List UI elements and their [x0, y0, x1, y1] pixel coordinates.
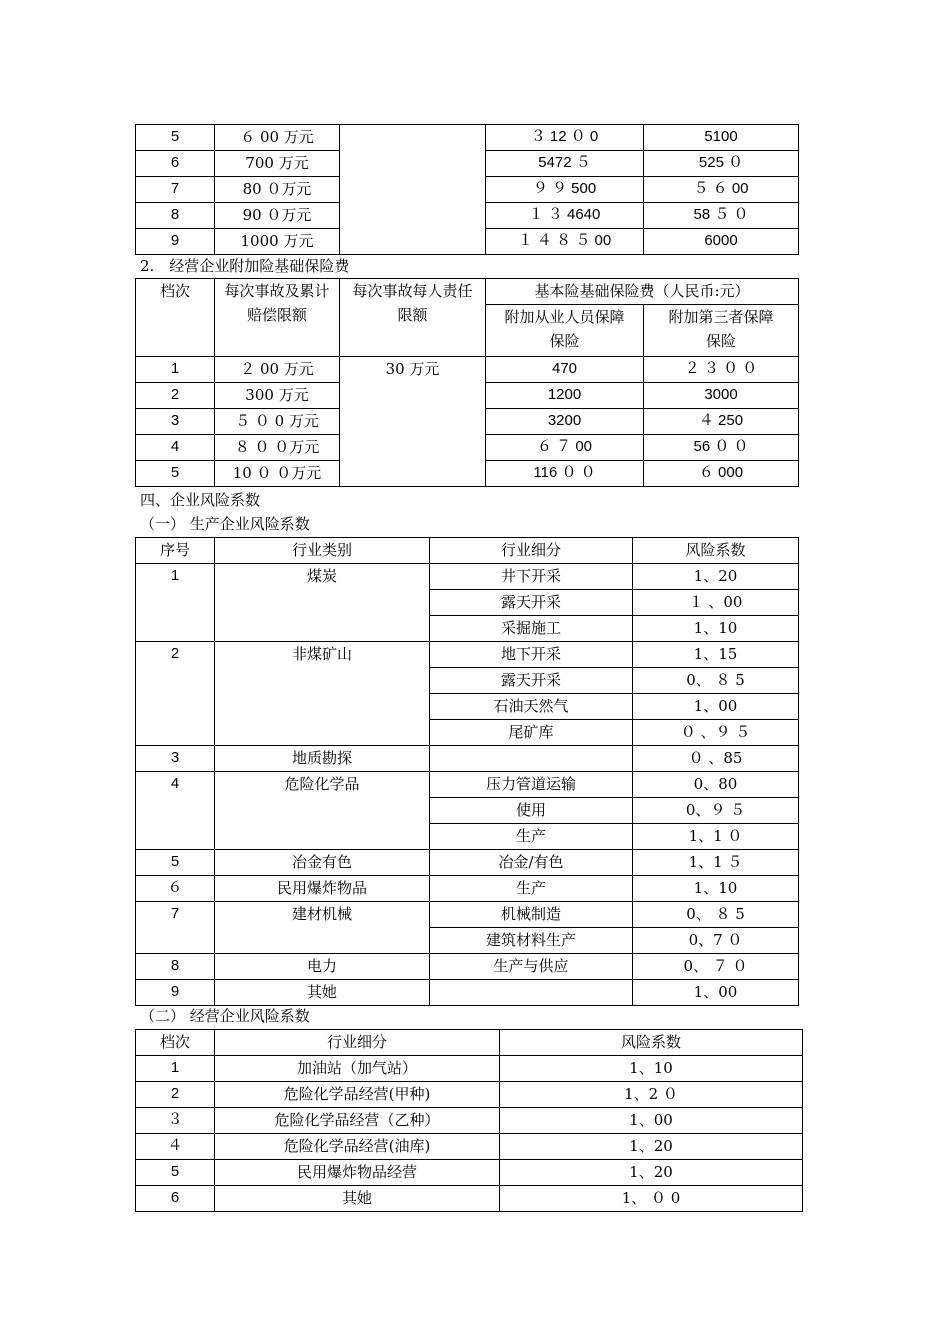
header-no: 序号 — [136, 538, 215, 564]
limit-cell: ６ 00 万元 — [215, 125, 340, 151]
detail-cell: 危险化学品经营(油库) — [215, 1134, 500, 1160]
tier-cell: 1 — [136, 357, 215, 383]
table-row — [136, 954, 799, 980]
table-row — [136, 876, 799, 902]
coef-cell: ０ 、９ ５ — [633, 720, 799, 746]
tier-cell: 6 — [136, 151, 215, 177]
detail-cell: 生产 — [430, 824, 633, 850]
category-cell: 其她 — [215, 980, 430, 1006]
subsection-2-title: （二） 经营企业风险系数 — [140, 1007, 310, 1025]
table-row — [136, 1186, 803, 1212]
coef-cell: 1、 ０ 0 — [500, 1186, 803, 1212]
no-cell: ６ — [136, 876, 215, 902]
table-row — [136, 125, 799, 151]
detail-cell: 建筑材料生产 — [430, 928, 633, 954]
premium-cell: ９ ９ 500 — [486, 177, 644, 203]
limit-cell: ２ 00 万元 — [215, 357, 340, 383]
detail-cell: 冶金/有色 — [430, 850, 633, 876]
limit-cell: ８ ０ ０万元 — [215, 435, 340, 461]
tier-cell: 5 — [136, 461, 215, 487]
category-cell: 电力 — [215, 954, 430, 980]
detail-cell — [430, 746, 633, 772]
header-col-b: 附加第三者保障保险 — [644, 305, 799, 357]
header-limit: 每次事故及累计赔偿限额 — [215, 279, 340, 357]
header-per-person: 每次事故每人责任限额 — [340, 279, 486, 357]
col-b-cell: 3000 — [644, 383, 799, 409]
premium-cell: １ ４ ８ ５ 00 — [486, 229, 644, 255]
detail-cell: 机械制造 — [430, 902, 633, 928]
coef-cell: 0、7 ０ — [633, 928, 799, 954]
no-cell: 3 — [136, 746, 215, 772]
detail-cell: 采掘施工 — [430, 616, 633, 642]
section-2-title: 2. 经营企业附加险基础保险费 — [140, 257, 350, 275]
coef-cell: 1、00 — [500, 1108, 803, 1134]
coef-cell: 0、80 — [633, 772, 799, 798]
col-b-cell: ２ ３ ０ ０ — [644, 357, 799, 383]
coef-cell: 1、00 — [633, 980, 799, 1006]
category-cell: 冶金有色 — [215, 850, 430, 876]
premium-cell: 58 ５ ０ — [644, 203, 799, 229]
detail-cell — [430, 980, 633, 1006]
tier-cell: ４ — [136, 1134, 215, 1160]
coef-cell: 0、 ８ 5 — [633, 902, 799, 928]
premium-cell: ５ ６ 00 — [644, 177, 799, 203]
per-person-cell: 30 万元 — [340, 357, 486, 487]
coef-cell: 1、10 — [500, 1056, 803, 1082]
col-a-cell: 3200 — [486, 409, 644, 435]
detail-cell: 加油站（加气站） — [215, 1056, 500, 1082]
limit-cell: 90 ０万元 — [215, 203, 340, 229]
category-cell: 煤炭 — [215, 564, 430, 642]
category-cell: 非煤矿山 — [215, 642, 430, 746]
detail-cell: 危险化学品经营（乙种） — [215, 1108, 500, 1134]
tier-cell: 1 — [136, 1056, 215, 1082]
limit-cell: 700 万元 — [215, 151, 340, 177]
tier-cell: 9 — [136, 229, 215, 255]
tier-cell: 6 — [136, 1186, 215, 1212]
category-cell: 民用爆炸物品 — [215, 876, 430, 902]
coef-cell: 1、20 — [500, 1160, 803, 1186]
per-person-cell — [340, 125, 486, 255]
header-detail: 行业细分 — [430, 538, 633, 564]
category-cell: 危险化学品 — [215, 772, 430, 850]
tier-cell: 7 — [136, 177, 215, 203]
premium-cell: 525 ０ — [644, 151, 799, 177]
tier-cell: 2 — [136, 383, 215, 409]
basic-premium-table-continued — [135, 124, 799, 255]
subsection-1-title: （一） 生产企业风险系数 — [140, 515, 310, 533]
coef-cell: 1、1 ５ — [633, 850, 799, 876]
detail-cell: 露天开采 — [430, 668, 633, 694]
detail-cell: 露天开采 — [430, 590, 633, 616]
coef-cell: 0、９ ５ — [633, 798, 799, 824]
premium-cell: 5472 ５ — [486, 151, 644, 177]
production-risk-table — [135, 537, 799, 1006]
detail-cell: 使用 — [430, 798, 633, 824]
table-row — [136, 850, 799, 876]
coef-cell: １ 、00 — [633, 590, 799, 616]
no-cell: 2 — [136, 642, 215, 746]
header-tier: 档次 — [136, 1030, 215, 1056]
tier-cell: 8 — [136, 203, 215, 229]
coef-cell: 1、15 — [633, 642, 799, 668]
table-row — [136, 746, 799, 772]
no-cell: 7 — [136, 902, 215, 954]
detail-cell: 生产与供应 — [430, 954, 633, 980]
coef-cell: 0、 ７ ０ — [633, 954, 799, 980]
col-a-cell: ６ ７ 00 — [486, 435, 644, 461]
header-premium: 基本险基础保险费（人民币:元） — [486, 279, 799, 305]
detail-cell: 危险化学品经营(甲种) — [215, 1082, 500, 1108]
no-cell: 8 — [136, 954, 215, 980]
limit-cell: 10 ０ ０万元 — [215, 461, 340, 487]
table-row — [136, 1108, 803, 1134]
coef-cell: 1、00 — [633, 694, 799, 720]
table-row — [136, 357, 799, 383]
limit-cell: ５ ０ 0 万元 — [215, 409, 340, 435]
col-b-cell: ４ 250 — [644, 409, 799, 435]
tier-cell: 4 — [136, 435, 215, 461]
detail-cell: 生产 — [430, 876, 633, 902]
business-risk-table — [135, 1029, 803, 1212]
tier-cell: 2 — [136, 1082, 215, 1108]
coef-cell: 1、20 — [633, 564, 799, 590]
premium-cell: 6000 — [644, 229, 799, 255]
detail-cell: 石油天然气 — [430, 694, 633, 720]
section-4-title: 四、企业风险系数 — [140, 491, 261, 509]
table-row — [136, 980, 799, 1006]
coef-cell: 1、10 — [633, 616, 799, 642]
additional-premium-table — [135, 278, 799, 487]
detail-cell: 尾矿库 — [430, 720, 633, 746]
premium-cell: 5100 — [644, 125, 799, 151]
col-b-cell: ６ 000 — [644, 461, 799, 487]
detail-cell: 其她 — [215, 1186, 500, 1212]
table-row — [136, 1160, 803, 1186]
coef-cell: 1、10 — [633, 876, 799, 902]
col-a-cell: 470 — [486, 357, 644, 383]
table-row — [136, 772, 799, 798]
table-row — [136, 642, 799, 668]
table-row — [136, 1082, 803, 1108]
category-cell: 建材机械 — [215, 902, 430, 954]
table-row — [136, 902, 799, 928]
header-coef: 风险系数 — [500, 1030, 803, 1056]
coef-cell: ０ 、85 — [633, 746, 799, 772]
detail-cell: 地下开采 — [430, 642, 633, 668]
tier-cell: 3 — [136, 409, 215, 435]
detail-cell: 压力管道运输 — [430, 772, 633, 798]
no-cell: 5 — [136, 850, 215, 876]
table-row — [136, 1134, 803, 1160]
tier-cell: 5 — [136, 1160, 215, 1186]
tier-cell: ３ — [136, 1108, 215, 1134]
detail-cell: 民用爆炸物品经营 — [215, 1160, 500, 1186]
tier-cell: 5 — [136, 125, 215, 151]
header-tier: 档次 — [136, 279, 215, 357]
limit-cell: 1000 万元 — [215, 229, 340, 255]
coef-cell: 1、2 ０ — [500, 1082, 803, 1108]
col-a-cell: 1200 — [486, 383, 644, 409]
header-detail: 行业细分 — [215, 1030, 500, 1056]
limit-cell: 300 万元 — [215, 383, 340, 409]
col-b-cell: 56 ０ ０ — [644, 435, 799, 461]
table-row — [136, 1056, 803, 1082]
no-cell: 4 — [136, 772, 215, 850]
header-col-a: 附加从业人员保障保险 — [486, 305, 644, 357]
header-category: 行业类别 — [215, 538, 430, 564]
coef-cell: 1、20 — [500, 1134, 803, 1160]
detail-cell: 井下开采 — [430, 564, 633, 590]
premium-cell: ３ 12 ０ 0 — [486, 125, 644, 151]
no-cell: 1 — [136, 564, 215, 642]
col-a-cell: 116 ０ ０ — [486, 461, 644, 487]
coef-cell: 0、 ８ 5 — [633, 668, 799, 694]
premium-cell: １ ３ 4640 — [486, 203, 644, 229]
table-row — [136, 564, 799, 590]
limit-cell: 80 ０万元 — [215, 177, 340, 203]
category-cell: 地质勘探 — [215, 746, 430, 772]
no-cell: 9 — [136, 980, 215, 1006]
coef-cell: 1、1 ０ — [633, 824, 799, 850]
header-coef: 风险系数 — [633, 538, 799, 564]
